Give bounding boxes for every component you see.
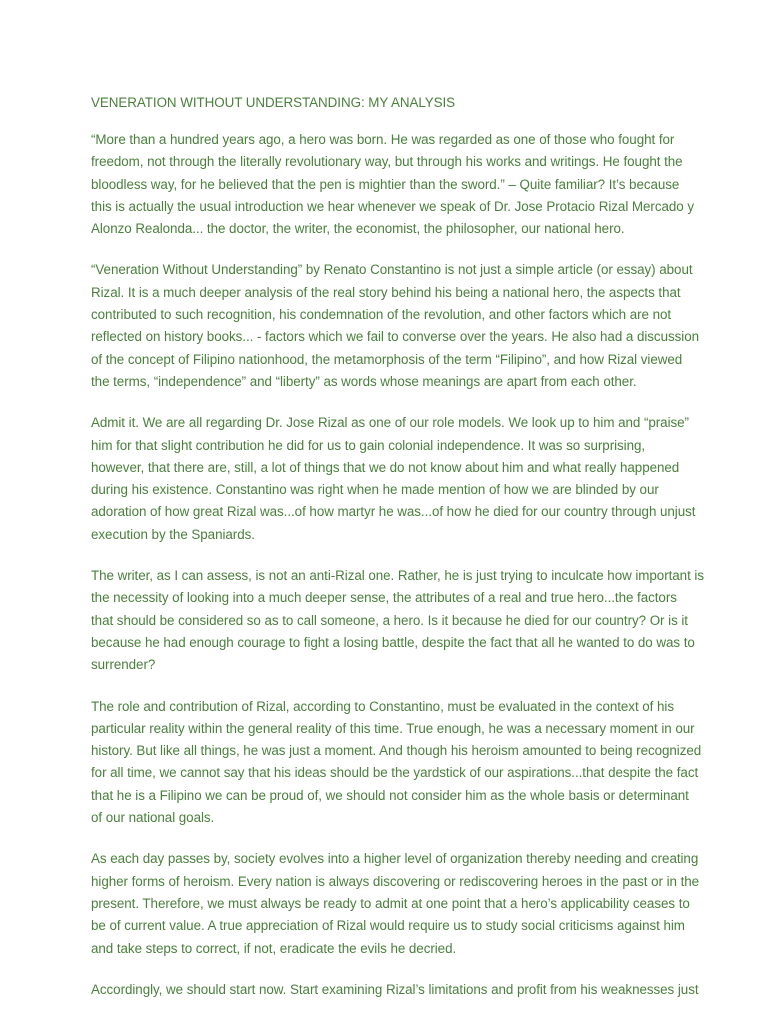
paragraph: [91, 979, 741, 1001]
text-line: “Veneration Without Understanding” by Renato Constantino is not just a simple article (or essay) about: [91, 262, 693, 278]
text-line: that he is a Filipino we can be proud of, we should not consider him as the whole basis or determinant: [91, 787, 689, 803]
text-line: surrender?: [91, 657, 156, 673]
text-line: of our national goals.: [91, 810, 215, 826]
text-line: “More than a hundred years ago, a hero was born. He was regarded as one of those who fought for: [91, 132, 675, 147]
text-line: the necessity of looking into a much deeper sense, the attributes of a real and true hero...the factors: [91, 590, 677, 606]
text-line: adoration of how great Rizal was...of how martyr he was...of how he died for our country through unjust: [91, 504, 696, 520]
paragraph: [91, 696, 741, 830]
text-line: reflected on history books... - factors which we fail to converse over the years. He also had a discussion: [91, 329, 699, 345]
text-line: bloodless way, for he believed that the pen is mightier than the sword.” – Quite familiar? It’s because: [91, 176, 680, 192]
text-line: however, that there are, still, a lot of things that we do not know about him and what really happened: [91, 459, 680, 475]
text-line: that should be considered so as to call someone, a hero. Is it because he died for our country? Or is it: [91, 612, 688, 628]
text-line: for all time, we cannot say that his ideas should be the yardstick of our aspirations...that despite the fact: [91, 765, 699, 781]
paragraph-container: [91, 129, 741, 1001]
paragraph: [91, 259, 741, 393]
text-line: The writer, as I can assess, is not an anti-Rizal one. Rather, he is just trying to inculcate how important is: [91, 568, 704, 584]
text-line: Accordingly, we should start now. Start examining Rizal’s limitations and profit from his weaknesses just: [91, 981, 699, 997]
text-line: contributed to such recognition, his condemnation of the revolution, and other factors which are not: [91, 307, 672, 323]
text-line: of the concept of Filipino nationhood, the metamorphosis of the term “Filipino”, and how Rizal viewed: [91, 351, 683, 367]
text-line: As each day passes by, society evolves into a higher level of organization thereby needing and creating: [91, 851, 699, 867]
text-line: Alonzo Realonda... the doctor, the writer, the economist, the philosopher, our national hero.: [91, 221, 625, 237]
text-line: him for that slight contribution he did for us to gain colonial independence. It was so surprising,: [91, 437, 646, 453]
text-line: the terms, “independence” and “liberty” as words whose meanings are apart from each other.: [91, 373, 637, 389]
text-line: during his existence. Constantino was right when he made mention of how we are blinded by our: [91, 482, 659, 498]
text-line: particular reality within the general reality of this time. True enough, he was a necessary moment in our: [91, 720, 695, 736]
text-line: freedom, not through the literally revolutionary way, but through his works and writings. He fought the: [91, 154, 683, 170]
paragraph: [91, 848, 741, 959]
text-line: Rizal. It is a much deeper analysis of the real story behind his being a national hero, the aspects that: [91, 284, 681, 300]
document-body: [91, 93, 741, 1020]
text-line: because he had enough courage to fight a losing battle, despite the fact that all he wanted to do was to: [91, 634, 695, 650]
paragraph: [91, 565, 741, 676]
text-line: execution by the Spaniards.: [91, 526, 255, 542]
paragraph: [91, 412, 741, 546]
paragraph: [91, 129, 741, 240]
text-line: history. But like all things, he was just a moment. And though his heroism amounted to being recognized: [91, 743, 702, 759]
text-line: be of current value. A true appreciation of Rizal would require us to study social criticisms against him: [91, 918, 685, 934]
text-line: this is actually the usual introduction we hear whenever we speak of Dr. Jose Protacio Rizal Mercado y: [91, 198, 694, 214]
text-line: present. Therefore, we must always be ready to admit at one point that a hero’s applicability ceases to: [91, 895, 690, 911]
text-line: The role and contribution of Rizal, according to Constantino, must be evaluated in the context of his: [91, 698, 674, 714]
document-title: VENERATION WITHOUT UNDERSTANDING: MY ANALYSIS: [91, 95, 456, 110]
text-line: and take steps to correct, if not, eradicate the evils he decried.: [91, 940, 457, 956]
text-line: higher forms of heroism. Every nation is always discovering or rediscovering heroes in the past or in the: [91, 873, 700, 889]
text-line: Admit it. We are all regarding Dr. Jose Rizal as one of our role models. We look up to him and “praise”: [91, 415, 689, 431]
